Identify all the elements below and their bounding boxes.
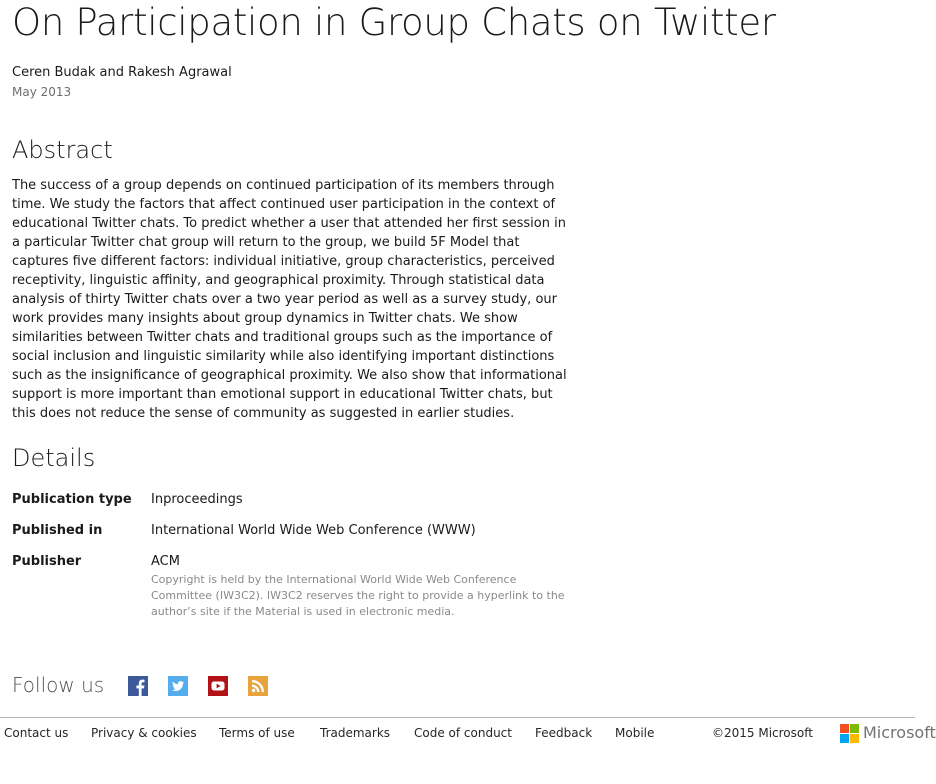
abstract-heading: Abstract xyxy=(12,136,113,164)
footer-link-contact-us[interactable]: Contact us xyxy=(4,726,69,740)
detail-label: Published in xyxy=(12,523,103,538)
footer-link-privacy-cookies[interactable]: Privacy & cookies xyxy=(91,726,197,740)
detail-label: Publication type xyxy=(12,492,132,507)
footer-link-code-of-conduct[interactable]: Code of conduct xyxy=(414,726,512,740)
microsoft-logo[interactable] xyxy=(840,723,936,744)
follow-us-label: Follow us xyxy=(12,673,105,697)
page-title: On Participation in Group Chats on Twitter xyxy=(12,1,776,44)
detail-value: International World Wide Web Conference (WWW) xyxy=(151,523,476,538)
copyright-note: Copyright is held by the International World Wide Web Conference Committee (IW3C2). IW3C2 reserves the right to provide a hyperlink to the author’s site if the Material is used in electronic media. xyxy=(151,573,565,618)
footer-link-feedback[interactable]: Feedback xyxy=(535,726,593,740)
youtube-icon[interactable] xyxy=(208,676,228,696)
publication-date: May 2013 xyxy=(12,85,72,99)
detail-label: Publisher xyxy=(12,554,82,569)
copyright-text: ©2015 Microsoft xyxy=(712,726,813,740)
footer xyxy=(0,723,936,745)
twitter-icon[interactable] xyxy=(168,676,188,696)
footer-link-mobile[interactable]: Mobile xyxy=(615,726,655,740)
authors: Ceren Budak and Rakesh Agrawal xyxy=(12,65,232,80)
details-heading: Details xyxy=(12,444,96,472)
abstract-text: The success of a group depends on continued participation of its members through time. We study the factors that affect continued user participation in the context of educational Twitter chats. To predict whether a user that attended her first session in a particular Twitter chat group will return to the group, we build 5F Model that captures five different factors: individual initiative, group characteristics, perceived receptivity, linguistic affinity, and geographical proximity. Through statistical data analysis of thirty Twitter chats over a two year period as well as a survey study, our work provides many insights about group dynamics in Twitter chats. We show similarities between Twitter chats and traditional groups such as the importance of social inclusion and linguistic similarity while also identifying important distinctions such as the insignificance of geographical proximity. We also show that informational support is more important than emotional support in educational Twitter chats, but this does not reduce the sense of community as suggested in earlier studies. xyxy=(12,178,567,421)
detail-value: ACM xyxy=(151,554,180,569)
detail-value: Inproceedings xyxy=(151,492,243,507)
footer-link-terms-of-use[interactable]: Terms of use xyxy=(219,726,295,740)
facebook-icon[interactable] xyxy=(128,676,148,696)
microsoft-logo-text: Microsoft xyxy=(863,723,936,742)
microsoft-grid-icon xyxy=(840,724,859,743)
rss-icon[interactable] xyxy=(248,676,268,696)
footer-divider xyxy=(0,717,915,718)
footer-link-trademarks[interactable]: Trademarks xyxy=(320,726,391,740)
